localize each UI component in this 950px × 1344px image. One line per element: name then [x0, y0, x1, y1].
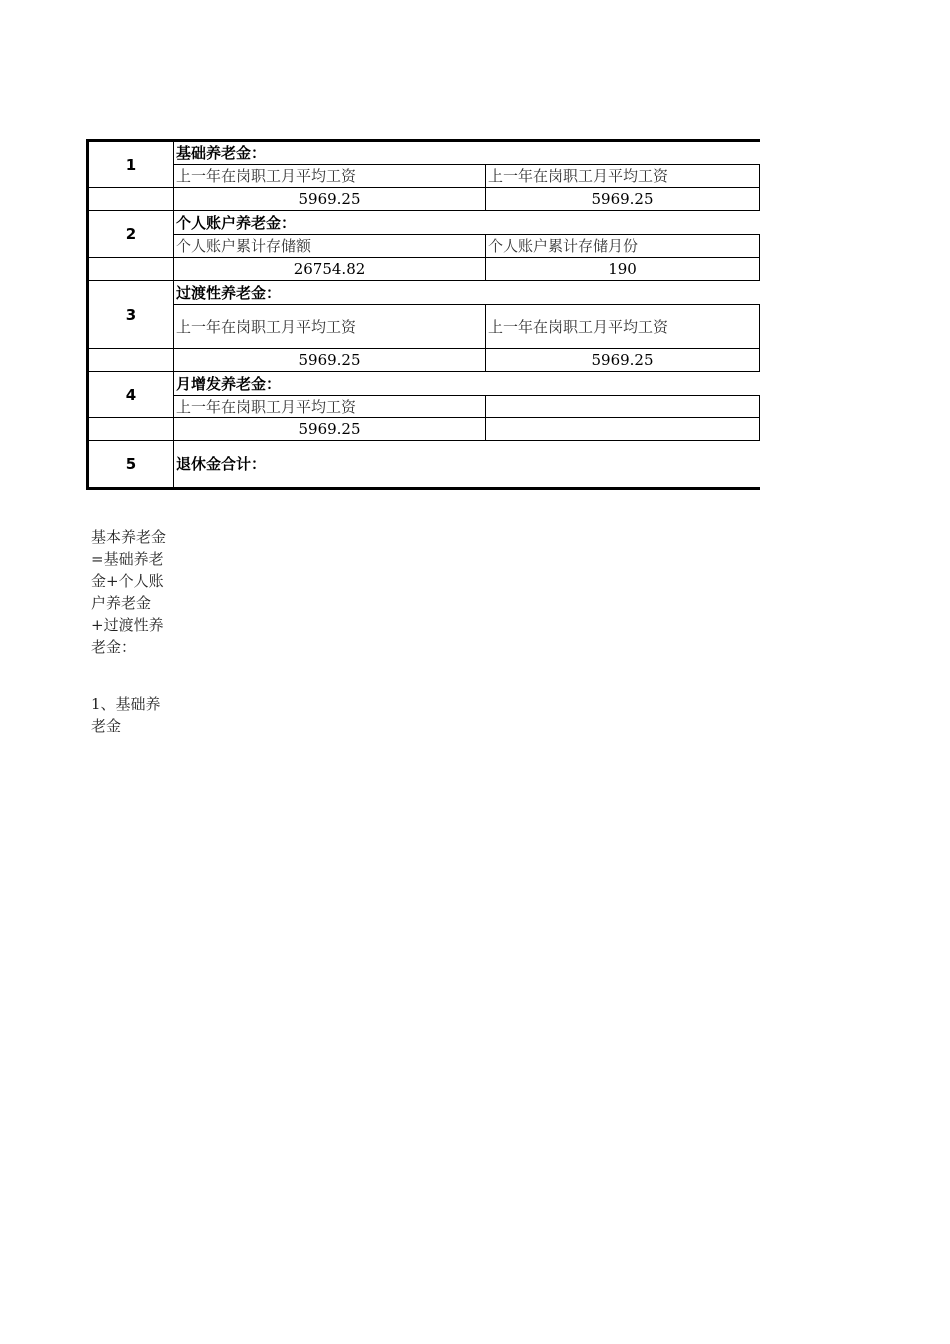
- section-number: 4: [88, 372, 174, 418]
- value-cell[interactable]: 5969.25: [486, 188, 760, 211]
- label-cell[interactable]: [486, 396, 760, 418]
- section-title[interactable]: 个人账户养老金：: [174, 211, 760, 235]
- formula-note: 基本养老金=基础养老金+个人账户养老金+过渡性养老金：: [91, 528, 167, 656]
- total-title[interactable]: 退休金合计：: [176, 455, 267, 473]
- value-cell[interactable]: 26754.82: [174, 258, 486, 281]
- label-cell[interactable]: 上一年在岗职工月平均工资: [174, 305, 486, 349]
- section-title[interactable]: 基础养老金：: [174, 141, 760, 165]
- label-cell[interactable]: 上一年在岗职工月平均工资: [174, 396, 486, 418]
- section-number: 3: [88, 281, 174, 349]
- section-title[interactable]: 月增发养老金：: [174, 372, 760, 396]
- empty-cell[interactable]: [88, 349, 174, 372]
- pension-table: [86, 139, 760, 490]
- section-number: 1: [88, 141, 174, 188]
- label-cell[interactable]: 上一年在岗职工月平均工资: [486, 305, 760, 349]
- value-cell[interactable]: 5969.25: [486, 349, 760, 372]
- section-number: 5: [88, 441, 174, 489]
- value-cell[interactable]: 5969.25: [174, 349, 486, 372]
- empty-cell[interactable]: [88, 188, 174, 211]
- label-cell[interactable]: 上一年在岗职工月平均工资: [174, 165, 486, 188]
- empty-cell[interactable]: [88, 258, 174, 281]
- item-note: 1、基础养老金: [91, 695, 161, 735]
- section-number: 2: [88, 211, 174, 258]
- section-title[interactable]: 过渡性养老金：: [174, 281, 760, 305]
- label-cell[interactable]: 个人账户累计存储额: [174, 235, 486, 258]
- empty-cell[interactable]: [88, 418, 174, 441]
- value-cell[interactable]: 5969.25: [174, 188, 486, 211]
- label-cell[interactable]: 个人账户累计存储月份: [486, 235, 760, 258]
- value-cell[interactable]: [486, 418, 760, 441]
- label-cell[interactable]: 上一年在岗职工月平均工资: [486, 165, 760, 188]
- value-cell[interactable]: 5969.25: [174, 418, 486, 441]
- value-cell[interactable]: 190: [486, 258, 760, 281]
